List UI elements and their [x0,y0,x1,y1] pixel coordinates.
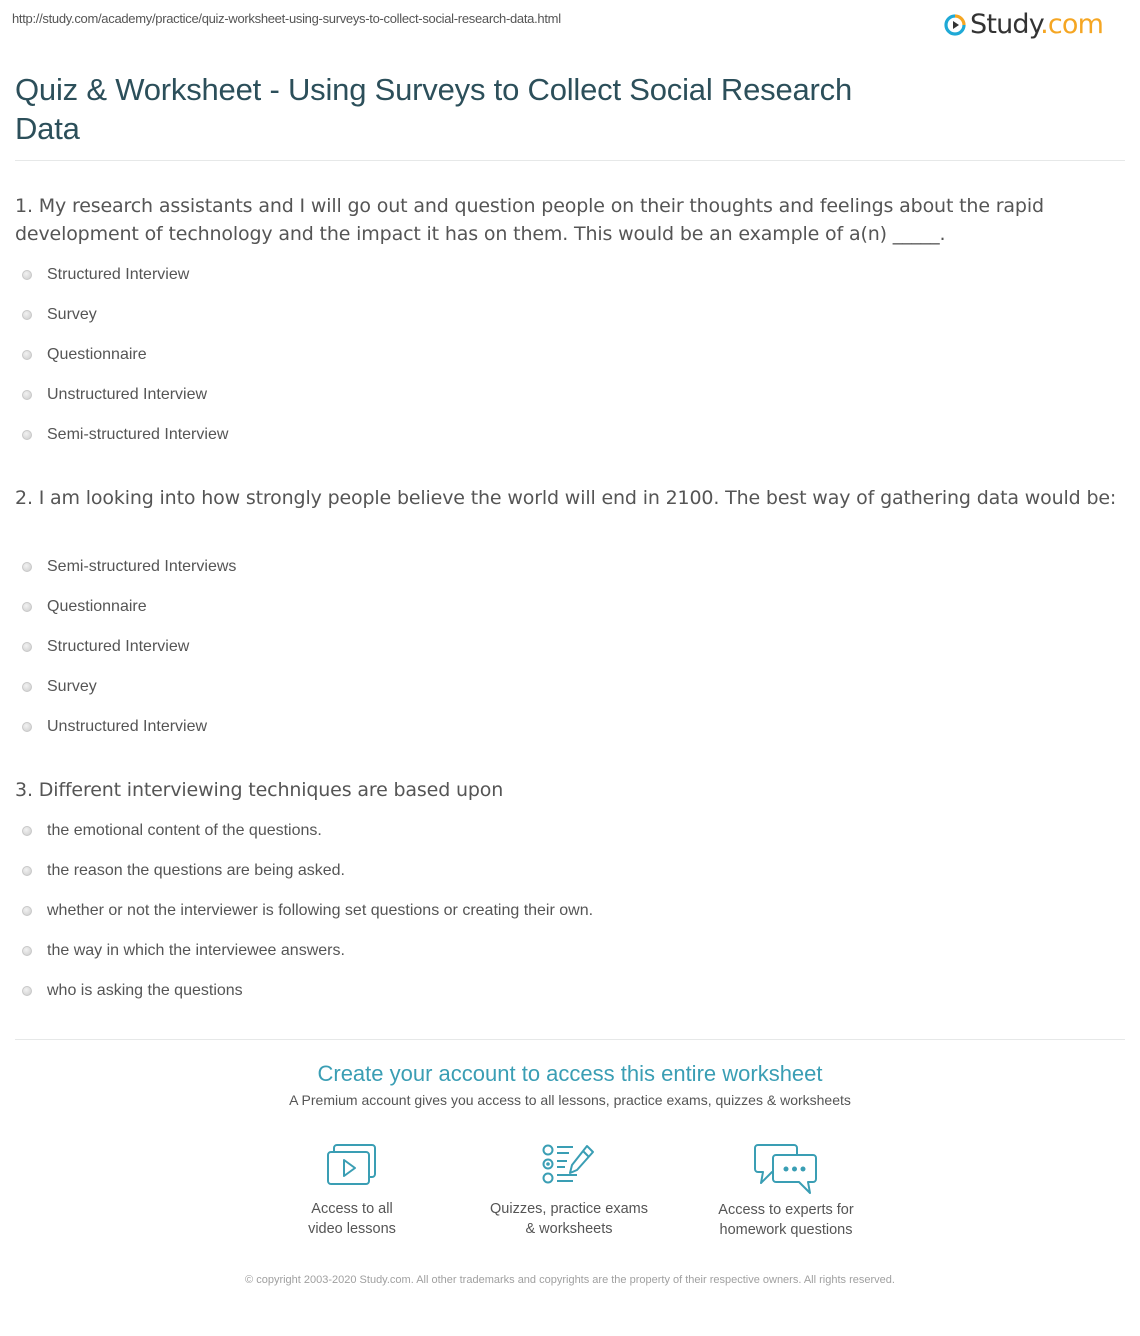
quiz-checklist-icon [541,1143,597,1187]
page-url: http://study.com/academy/practice/quiz-worksheet-using-surveys-to-collect-social-research-data.html [12,11,561,26]
study-logo[interactable] [944,8,1103,42]
radio-button[interactable] [22,642,32,652]
radio-button[interactable] [22,602,32,612]
q2-option-2[interactable]: Questionnaire [22,596,147,618]
radio-button[interactable] [22,310,32,320]
question-2-text: 2. I am looking into how strongly people believe the world will end in 2100. The best way of gathering data would be: [15,487,1117,509]
radio-button[interactable] [22,946,32,956]
cta-divider [15,1039,1125,1040]
radio-button[interactable] [22,562,32,572]
q3-option-2[interactable]: the reason the questions are being asked. [22,860,345,882]
cta-subtitle: A Premium account gives you access to all lessons, practice exams, quizzes & worksheets [289,1092,851,1108]
q3-option-3[interactable]: whether or not the interviewer is following set questions or creating their own. [22,900,593,922]
radio-button[interactable] [22,430,32,440]
radio-button[interactable] [22,270,32,280]
q1-option-4[interactable]: Unstructured Interview [22,384,207,406]
radio-button[interactable] [22,722,32,732]
feature-quizzes: Quizzes, practice exams & worksheets [469,1143,669,1239]
q2-option-1[interactable]: Semi-structured Interviews [22,556,236,578]
q1-option-3[interactable]: Questionnaire [22,344,147,366]
q2-option-3[interactable]: Structured Interview [22,636,189,658]
question-3-text: 3. Different interviewing techniques are based upon [15,779,504,801]
cta-title[interactable]: Create your account to access this entire worksheet [317,1061,823,1086]
title-divider [15,160,1125,161]
q1-option-1[interactable]: Structured Interview [22,264,189,286]
copyright-notice: © copyright 2003-2020 Study.com. All other trademarks and copyrights are the property of their respective owners. All rights reserved. [245,1274,895,1286]
play-circle-icon [944,14,966,36]
q2-option-4[interactable]: Survey [22,676,97,698]
feature-video-lessons: Access to all video lessons [252,1143,452,1239]
radio-button[interactable] [22,390,32,400]
question-1-text: 1. My research assistants and I will go out and question people on their thoughts and feelings about the rapid development of technology and the impact it has on them. This would be an example of a(n) _____. [15,195,1044,245]
radio-button[interactable] [22,906,32,916]
page-title: Quiz & Worksheet - Using Surveys to Collect Social Research Data [15,72,853,146]
radio-button[interactable] [22,866,32,876]
q3-option-1[interactable]: the emotional content of the questions. [22,820,322,842]
logo-wordmark: Study.com [970,9,1104,40]
q2-option-5[interactable]: Unstructured Interview [22,716,207,738]
radio-button[interactable] [22,682,32,692]
radio-button[interactable] [22,350,32,360]
radio-button[interactable] [22,986,32,996]
q3-option-4[interactable]: the way in which the interviewee answers. [22,940,345,962]
q1-option-5[interactable]: Semi-structured Interview [22,424,228,446]
q3-option-5[interactable]: who is asking the questions [22,980,243,1002]
q1-option-2[interactable]: Survey [22,304,97,326]
video-lessons-icon [326,1143,378,1187]
feature-experts: Access to experts for homework questions [686,1143,886,1240]
chat-bubbles-icon [754,1143,818,1195]
radio-button[interactable] [22,826,32,836]
